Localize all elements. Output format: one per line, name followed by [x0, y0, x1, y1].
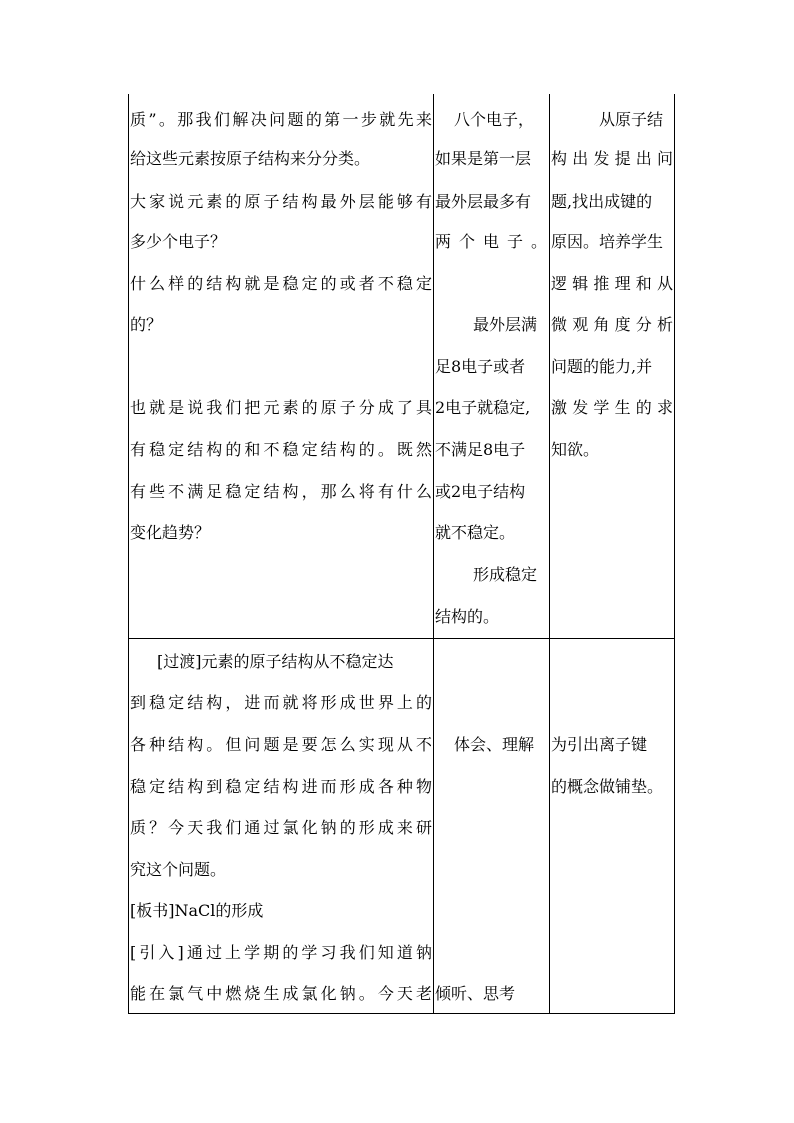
row1-teacher-line: 质”。那我们解决问题的第一步就先来: [130, 110, 432, 129]
row1-intent-line: 微观角度分析: [551, 315, 673, 334]
row1-intent-line: 题,找出成键的: [551, 192, 653, 211]
row1-intent-line: 从原子结: [599, 110, 664, 129]
table-right-border: [674, 94, 675, 1013]
row2-teacher-line: [过渡]元素的原子结构从不稳定达: [157, 652, 394, 671]
row2-teacher-line: 各种结构。但问题是要怎么实现从不: [130, 735, 432, 754]
row2-teacher-line: 到稳定结构，进而就将形成世界上的: [130, 693, 432, 712]
row1-intent-line: 逻辑推理和从: [551, 274, 673, 293]
row1-teacher-line: 变化趋势？: [130, 523, 211, 542]
row2-intent-line: 的概念做铺垫。: [551, 777, 664, 796]
row1-student-line: 两个电子。: [435, 232, 547, 251]
table-bottom-border: [128, 1013, 675, 1014]
row1-student-line: 足8电子或者: [435, 357, 526, 376]
row1-student-line: 或2电子结构: [435, 482, 526, 501]
row1-teacher-line: 有稳定结构的和不稳定结构的。既然: [130, 440, 432, 459]
row-divider: [128, 638, 675, 639]
row1-student-line: 就不稳定。: [435, 523, 516, 542]
row1-student-line: 形成稳定: [473, 565, 538, 584]
row1-student-line: 结构的。: [435, 607, 500, 626]
row1-student-line: 如果是第一层: [435, 149, 532, 168]
column-divider-1: [433, 94, 434, 1013]
row1-teacher-line: 有些不满足稳定结构，那么将有什么: [130, 482, 432, 501]
row1-student-line: 最外层最多有: [435, 192, 532, 211]
row2-teacher-line: [引入]通过上学期的学习我们知道钠: [130, 943, 432, 962]
row1-teacher-line: 给这些元素按原子结构来分分类。: [130, 149, 371, 168]
row1-student-line: 八个电子，: [454, 110, 535, 129]
row1-intent-line: 激发学生的求: [551, 398, 673, 417]
row2-teacher-line: 质？今天我们通过氯化钠的形成来研: [130, 818, 432, 837]
column-divider-2: [549, 94, 550, 1013]
row2-student-line: 体会、理解: [454, 735, 535, 754]
table-left-border: [128, 94, 129, 1013]
row2-teacher-line: 稳定结构到稳定结构进而形成各种物: [130, 777, 432, 796]
row2-student-line: 倾听、思考: [435, 984, 516, 1003]
row2-teacher-line: 究这个问题。: [130, 860, 227, 879]
row1-teacher-line: 多少个电子？: [130, 232, 227, 251]
row1-intent-line: 问题的能力,并: [551, 357, 653, 376]
row1-student-line: 不满足8电子: [435, 440, 526, 459]
row1-intent-line: 构出发提出问: [551, 149, 673, 168]
row1-student-line: 2电子就稳定,: [435, 398, 531, 417]
row1-intent-line: 原因。培养学生: [551, 232, 664, 251]
row1-student-line: 最外层满: [473, 315, 538, 334]
row1-teacher-line: 的？: [130, 315, 163, 334]
row1-teacher-line: 什么样的结构就是稳定的或者不稳定: [130, 274, 432, 293]
row2-teacher-line: 能在氯气中燃烧生成氯化钠。今天老: [130, 984, 432, 1003]
row2-intent-line: 为引出离子键: [551, 735, 648, 754]
row2-teacher-line: [板书]NaCl的形成: [130, 901, 264, 920]
row1-intent-line: 知欲。: [551, 440, 600, 459]
row1-teacher-line: 大家说元素的原子结构最外层能够有: [130, 192, 432, 211]
row1-teacher-line: 也就是说我们把元素的原子分成了具: [130, 398, 432, 417]
